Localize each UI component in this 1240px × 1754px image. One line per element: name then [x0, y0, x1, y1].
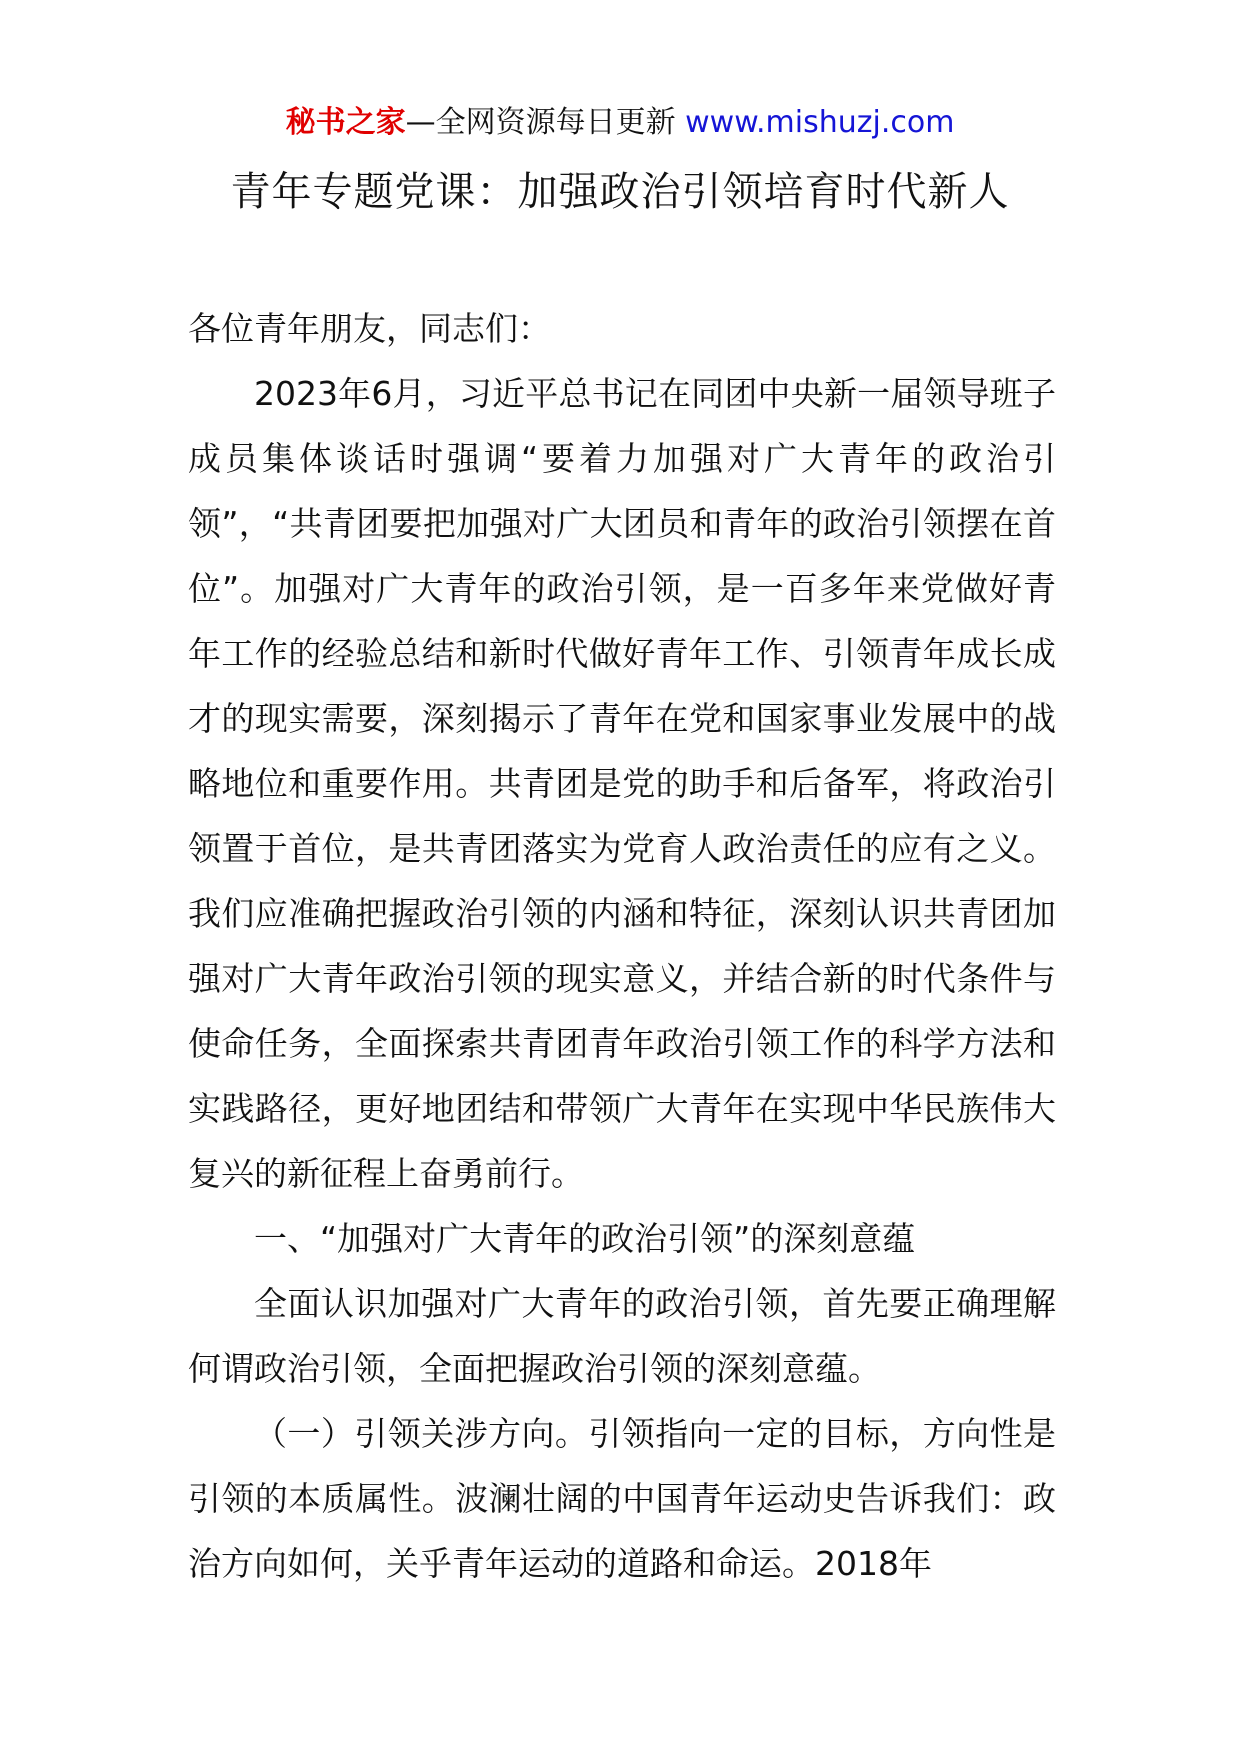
site-url-link[interactable]: www.mishuzj.com — [685, 105, 955, 140]
document-body — [188, 296, 1056, 1596]
salutation: 各位青年朋友，同志们： — [188, 309, 551, 348]
site-banner — [0, 100, 1240, 146]
paragraph-section-1: 全面认识加强对广大青年的政治引领，首先要正确理解何谓政治引领，全面把握政治引领的深刻意蕴。 — [188, 1284, 1056, 1388]
paragraph-intro: 2023年6月，习近平总书记在同团中央新一届领导班子成员集体谈话时强调“要着力加强对广大青年的政治引领”，“共青团要把加强对广大团员和青年的政治引领摆在首位”。加强对广大青年的政治引领，是一百多年来党做好青年工作的经验总结和新时代做好青年工作、引领青年成长成才的现实需要，深刻揭示了青年在党和国家事业发展中的战略地位和重要作用。共青团是党的助手和后备军，将政治引领置于首位，是共青团落实为党育人政治责任的应有之义。我们应准确把握政治引领的内涵和特征，深刻认识共青团加强对广大青年政治引领的现实意义，并结合新的时代条件与使命任务，全面探索共青团青年政治引领工作的科学方法和实践路径，更好地团结和带领广大青年在实现中华民族伟大复兴的新征程上奋勇前行。 — [188, 374, 1056, 1193]
brand-name: 秘书之家 — [285, 105, 406, 140]
document-title: 青年专题党课：加强政治引领培育时代新人 — [230, 169, 1010, 215]
section-heading-1: 一、“加强对广大青年的政治引领”的深刻意蕴 — [254, 1219, 916, 1258]
paragraph-subsection-1: （一）引领关涉方向。引领指向一定的目标，方向性是引领的本质属性。波澜壮阔的中国青年运动史告诉我们：政治方向如何，关乎青年运动的道路和命运。2018年 — [188, 1414, 1056, 1583]
brand-tagline: —全网资源每日更新 — [405, 105, 676, 140]
